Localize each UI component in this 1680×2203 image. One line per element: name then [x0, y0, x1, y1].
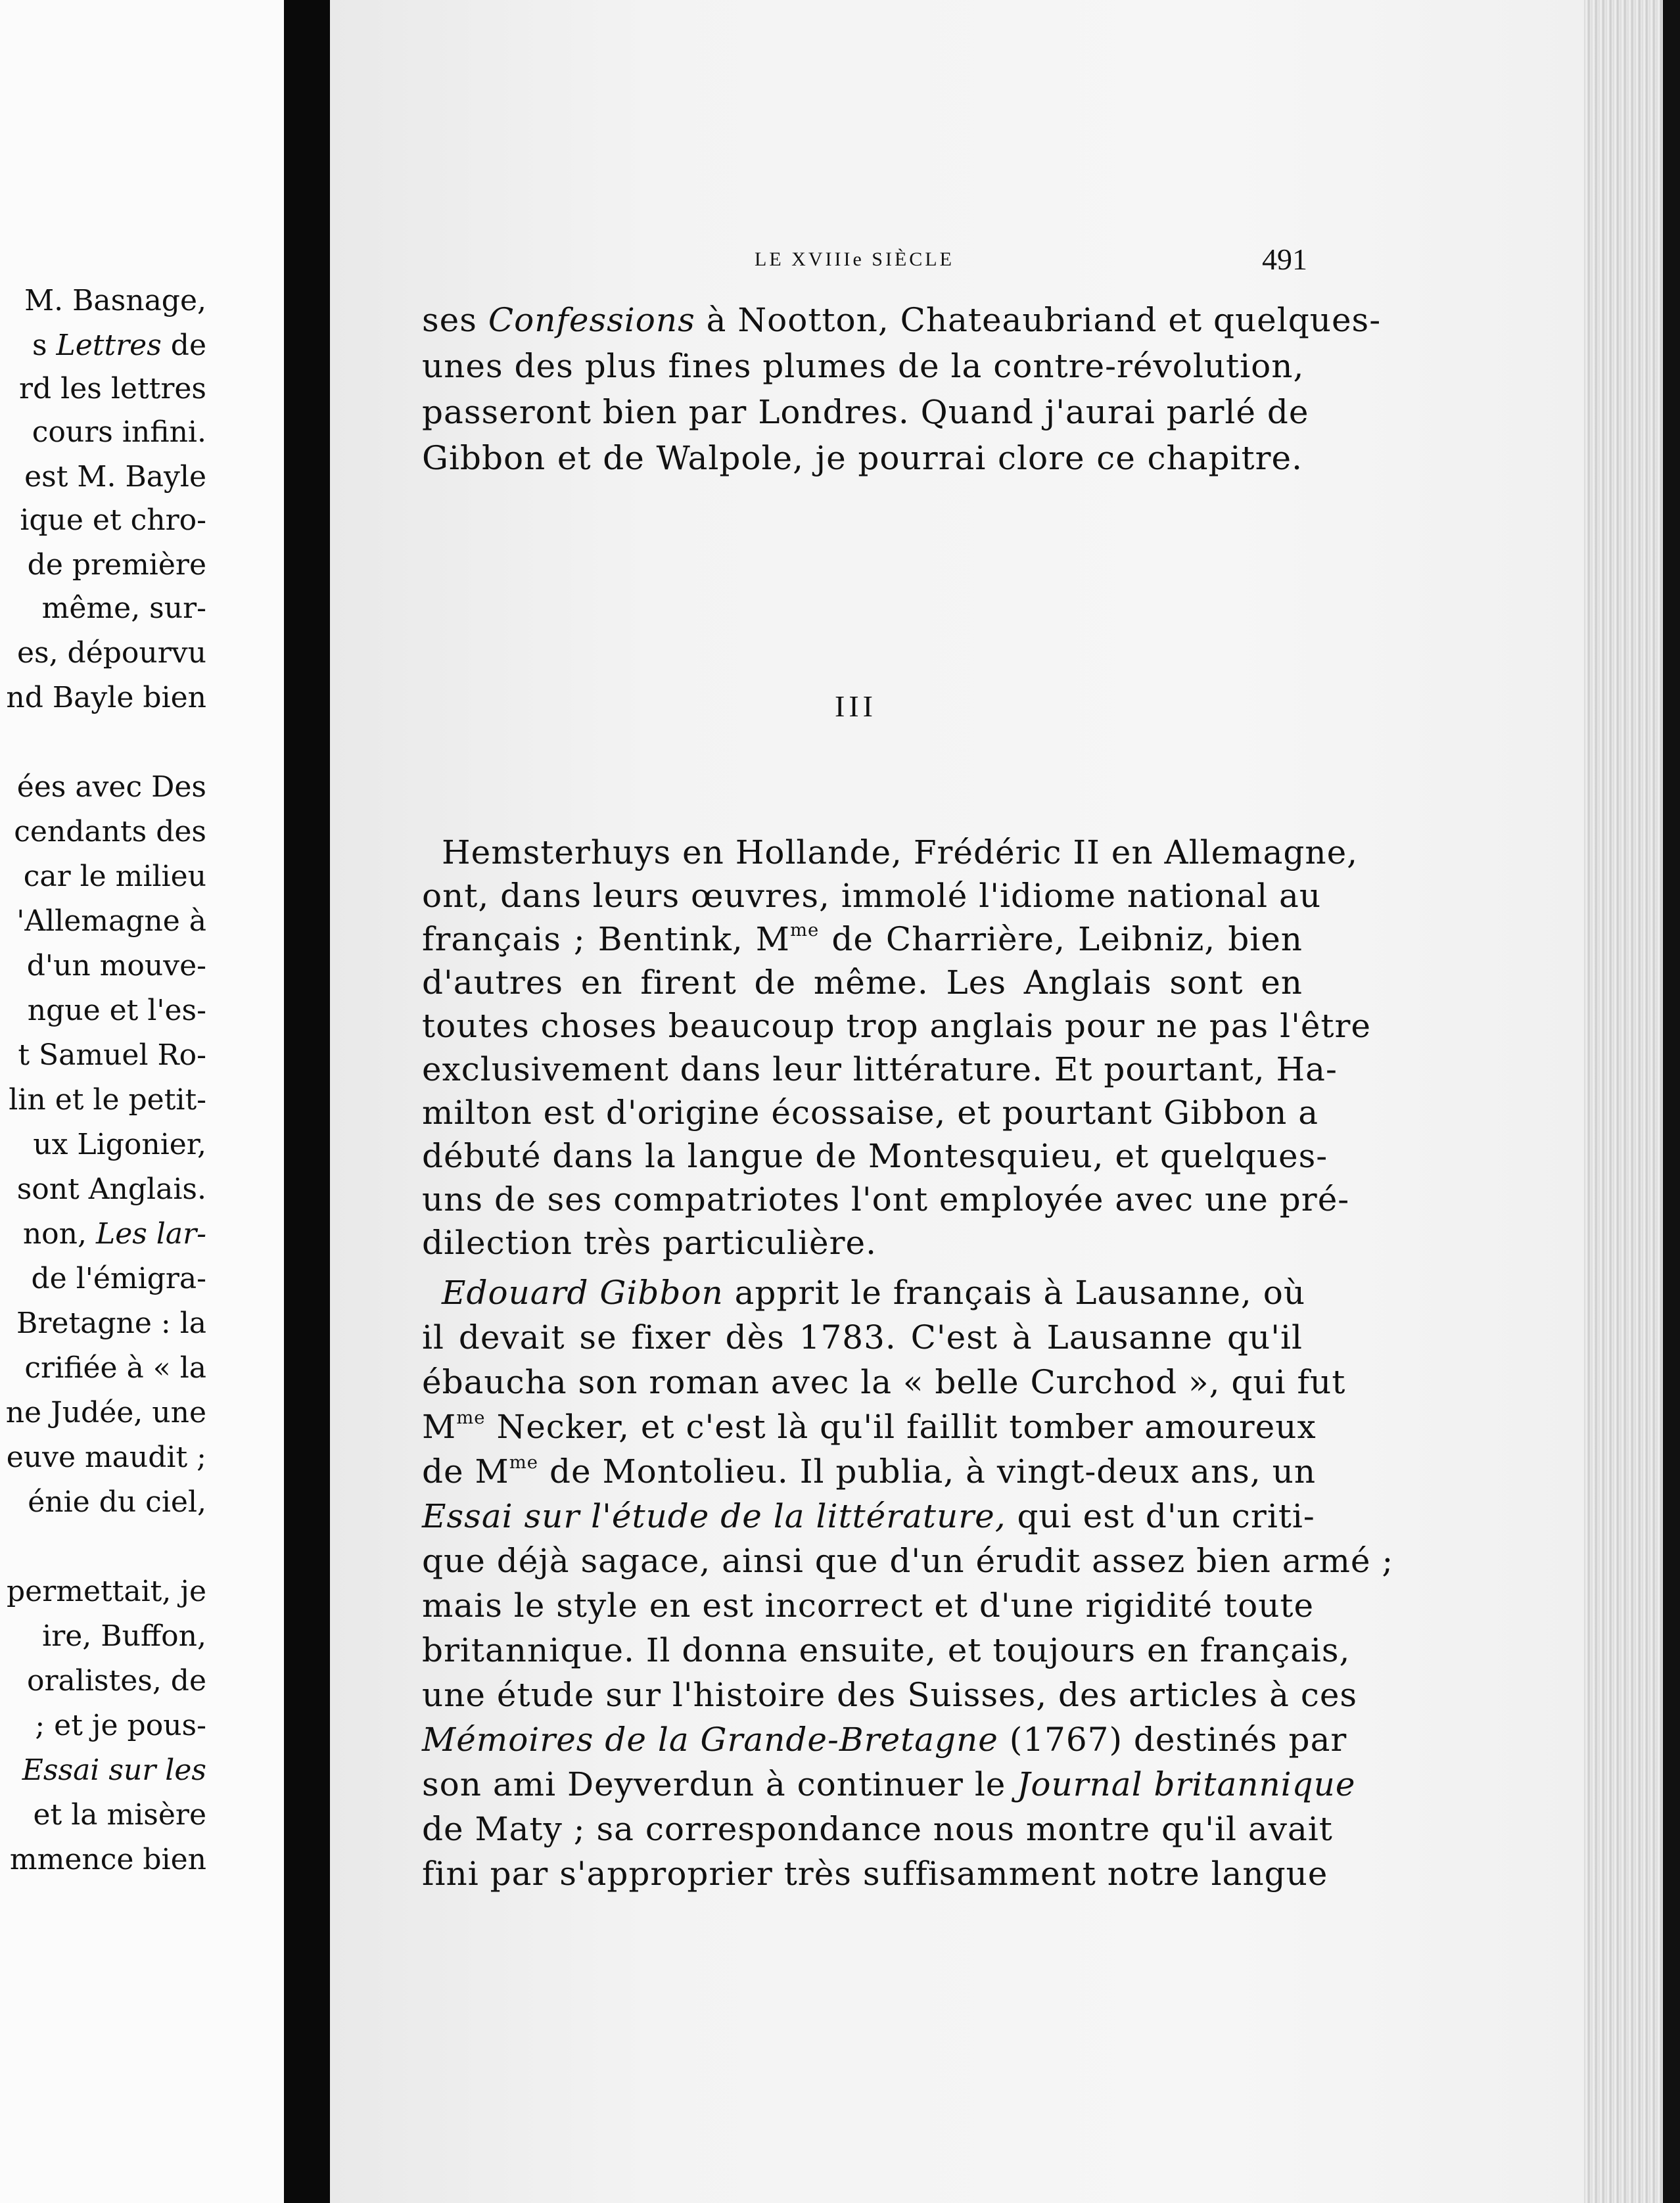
italic-title: Confessions	[488, 301, 695, 339]
text-line: britannique. Il donna ensuite, et toujours en français,	[422, 1631, 1351, 1669]
left-line: ; et je pous-	[35, 1709, 206, 1742]
left-line: ique et chro-	[20, 503, 206, 537]
text-line: unes des plus fines plumes de la contre-révolution,	[422, 347, 1305, 385]
left-line: est M. Bayle	[24, 460, 206, 494]
text-line: débuté dans la langue de Montesquieu, et quelques-	[422, 1137, 1328, 1175]
left-line: nd Bayle bien	[6, 681, 206, 714]
italic-title: Essai sur l'étude de la littérature,	[422, 1497, 1006, 1535]
page-edge-shadow	[1663, 0, 1680, 2203]
left-line: ne Judée, une	[5, 1396, 206, 1429]
left-line: 'Allemagne à	[16, 904, 206, 938]
text-line: milton est d'origine écossaise, et pourtant Gibbon a	[422, 1094, 1319, 1132]
left-line: es, dépourvu	[16, 636, 206, 670]
left-line: rd les lettres	[19, 372, 206, 406]
left-page	[0, 0, 284, 2203]
left-line: ngue et l'es-	[27, 994, 206, 1027]
section-heading: III	[835, 689, 877, 723]
text-line: passeront bien par Londres. Quand j'aurai parlé de	[422, 393, 1309, 431]
text-line: ont, dans leurs œuvres, immolé l'idiome national au	[422, 877, 1322, 915]
italic-title: Mémoires de la Grande-Bretagne	[422, 1721, 998, 1759]
page-number: 491	[1262, 243, 1307, 276]
text-line: ses Confessions à Nootton, Chateaubriand et quelques-	[422, 301, 1382, 339]
text-line: toutes choses beaucoup trop anglais pour ne pas l'être	[422, 1007, 1371, 1045]
left-line: ire, Buffon,	[42, 1619, 206, 1653]
left-line: cendants des	[14, 815, 206, 848]
left-line: cours infini.	[32, 415, 206, 449]
text-line: français ; Bentink, $M^{me}$ de Charrière, Leibniz, bien	[422, 919, 1303, 958]
running-head: LE XVIIIe SIÈCLE	[755, 248, 954, 270]
left-line: crifiée à « la	[24, 1351, 206, 1385]
text-line: Edouard Gibbon apprit le français à Lausanne, où	[442, 1274, 1306, 1312]
left-line: permettait, je	[6, 1575, 206, 1608]
text-line: exclusivement dans leur littérature. Et pourtant, Ha-	[422, 1050, 1338, 1088]
text-line: une étude sur l'histoire des Suisses, des articles à ces	[422, 1676, 1358, 1714]
left-line: euve maudit ;	[6, 1441, 206, 1474]
text-line: son ami Deyverdun à continuer le Journal britannique	[422, 1765, 1356, 1803]
text-line: Mémoires de la Grande-Bretagne (1767) destinés par	[422, 1721, 1347, 1759]
italic-name: Edouard Gibbon	[442, 1274, 724, 1312]
book-gutter	[284, 0, 330, 2203]
left-line: sont Anglais.	[16, 1172, 206, 1206]
left-line: ux Ligonier,	[33, 1128, 206, 1161]
text-line: de Maty ; sa correspondance nous montre qu'il avait	[422, 1810, 1333, 1848]
text-line: uns de ses compatriotes l'ont employée avec une pré-	[422, 1180, 1350, 1218]
left-line: t Samuel Ro-	[18, 1038, 206, 1072]
left-line: Bretagne : la	[16, 1307, 206, 1340]
text-line: fini par s'approprier très suffisamment notre langue	[422, 1855, 1328, 1893]
left-line: énie du ciel,	[28, 1485, 206, 1519]
left-line: de l'émigra-	[31, 1262, 206, 1295]
left-line: même, sur-	[41, 591, 206, 625]
text-line: mais le style en est incorrect et d'une rigidité toute	[422, 1587, 1315, 1625]
left-line: et la misère	[33, 1798, 206, 1832]
text-line: Gibbon et de Walpole, je pourrai clore ce chapitre.	[422, 439, 1303, 477]
text-line: dilection très particulière.	[422, 1224, 877, 1262]
left-line: car le milieu	[23, 860, 206, 893]
left-line: M. Basnage,	[24, 284, 206, 317]
text-line: ébaucha son roman avec la « belle Curchod », qui fut	[422, 1363, 1346, 1401]
text-line: Hemsterhuys en Hollande, Frédéric II en Allemagne,	[442, 833, 1359, 871]
text-line: il devait se fixer dès 1783. C'est à Lausanne qu'il	[422, 1318, 1303, 1357]
text-line: $M^{me}$ Necker, et c'est là qu'il faillit tomber amoureux	[422, 1407, 1317, 1446]
left-line: ées avec Des	[16, 770, 206, 804]
left-line: de première	[27, 548, 206, 582]
left-line: d'un mouve-	[26, 949, 206, 983]
left-line: s Lettres de	[32, 329, 206, 362]
left-line: mmence bien	[9, 1843, 206, 1876]
text-line: de $M^{me}$ de Montolieu. Il publia, à vingt-deux ans, un	[422, 1452, 1317, 1491]
text-line: d'autres en firent de même. Les Anglais sont en	[422, 963, 1303, 1002]
text-line: Essai sur l'étude de la littérature, qui est d'un criti-	[422, 1497, 1315, 1535]
left-line: Essai sur les	[22, 1753, 206, 1787]
italic-title: Journal britannique	[1017, 1765, 1356, 1803]
text-line: que déjà sagace, ainsi que d'un érudit assez bien armé ;	[422, 1542, 1394, 1580]
left-line: lin et le petit-	[9, 1083, 206, 1117]
left-line: non, Les lar-	[22, 1217, 206, 1251]
left-line: oralistes, de	[27, 1664, 206, 1698]
